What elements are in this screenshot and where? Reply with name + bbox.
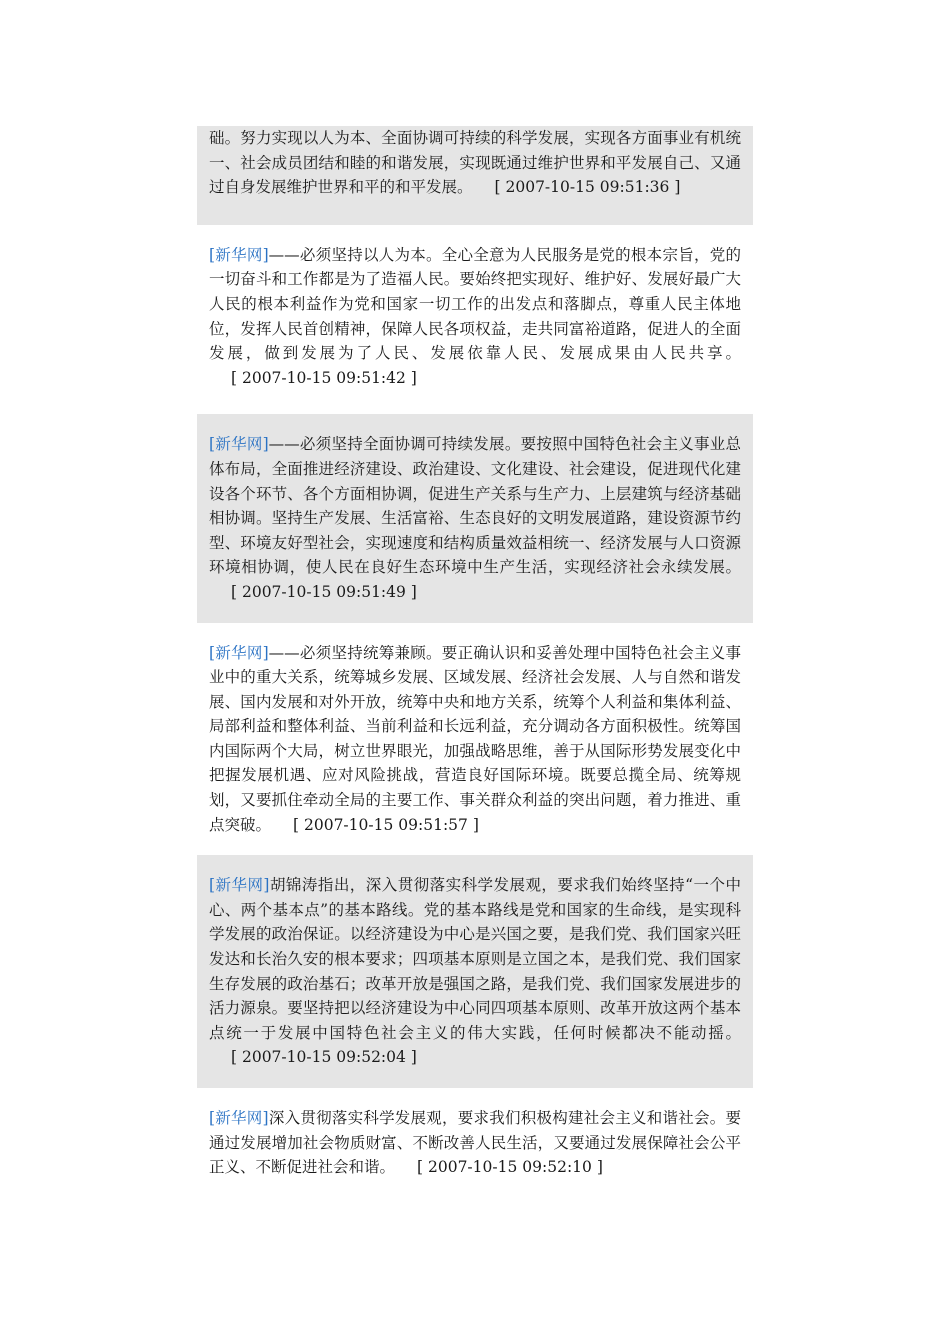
news-entry xyxy=(197,1088,753,1198)
news-entry xyxy=(197,623,753,856)
entry-timestamp: [ 2007-10-15 09:51:42 ] xyxy=(231,368,417,387)
entry-text: ——必须坚持全面协调可持续发展。要按照中国特色社会主义事业总体布局，全面推进经济建设、政治建设、文化建设、社会建设，促进现代化建设各个环节、各个方面相协调，促进生产关系与生产力、上层建筑与经济基础相协调。坚持生产发展、生活富裕、生态良好的文明发展道路，建设资源节约型、环境友好型社会，实现速度和结构质量效益相统一、经济发展与人口资源环境相协调，使人民在良好生态环境中生产生活，实现经济社会永续发展。 xyxy=(209,435,741,577)
news-entry xyxy=(197,414,753,622)
source-tag: [新华网] xyxy=(209,1109,269,1127)
entry-text: 胡锦涛指出，深入贯彻落实科学发展观，要求我们始终坚持“一个中心、两个基本点”的基本路线。党的基本路线是党和国家的生命线，是实现科学发展的政治保证。以经济建设为中心是兴国之要，是我们党、我们国家兴旺发达和长治久安的根本要求；四项基本原则是立国之本，是我们党、我们国家生存发展的政治基石；改革开放是强国之路，是我们党、我们国家发展进步的活力源泉。要坚持把以经济建设为中心同四项基本原则、改革开放这两个基本点统一于发展中国特色社会主义的伟大实践，任何时候都决不能动摇。 xyxy=(209,876,741,1042)
source-tag: [新华网] xyxy=(209,876,270,895)
entry-timestamp: [ 2007-10-15 09:51:49 ] xyxy=(231,582,417,601)
entry-timestamp: [ 2007-10-15 09:51:57 ] xyxy=(293,815,479,834)
entry-timestamp: [ 2007-10-15 09:52:04 ] xyxy=(231,1048,417,1067)
entry-text: 础。努力实现以人为本、全面协调可持续的科学发展，实现各方面事业有机统一、社会成员团结和睦的和谐发展，实现既通过维护世界和平发展自己、又通过自身发展维护世界和平的和平发展。 xyxy=(209,129,741,197)
source-tag: [新华网] xyxy=(209,245,269,264)
entry-text: 深入贯彻落实科学发展观，要求我们积极构建社会主义和谐社会。要通过发展增加社会物质财富、不断改善人民生活，又要通过发展保障社会公平正义、不断促进社会和谐。 xyxy=(209,1109,741,1177)
news-entry xyxy=(197,855,753,1088)
news-entry xyxy=(197,126,753,225)
source-tag: [新华网] xyxy=(209,435,269,454)
entry-text: ——必须坚持统筹兼顾。要正确认识和妥善处理中国特色社会主义事业中的重大关系，统筹城乡发展、区域发展、经济社会发展、人与自然和谐发展、国内发展和对外开放，统筹中央和地方关系，统筹个人利益和集体利益、局部利益和整体利益、当前利益和长远利益，充分调动各方面积极性。统筹国内国际两个大局，树立世界眼光，加强战略思维，善于从国际形势发展变化中把握发展机遇、应对风险挑战，营造良好国际环境。既要总揽全局、统筹规划，又要抓住牵动全局的主要工作、事关群众利益的突出问题，着力推进、重点突破。 xyxy=(209,643,741,834)
entry-timestamp: [ 2007-10-15 09:52:10 ] xyxy=(417,1158,603,1177)
entry-timestamp: [ 2007-10-15 09:51:36 ] xyxy=(494,178,681,197)
news-entry xyxy=(197,225,753,415)
source-tag: [新华网] xyxy=(209,643,269,662)
news-feed xyxy=(197,126,753,1198)
entry-text: ——必须坚持以人为本。全心全意为人民服务是党的根本宗旨，党的一切奋斗和工作都是为了造福人民。要始终把实现好、维护好、发展好最广大人民的根本利益作为党和国家一切工作的出发点和落脚点，尊重人民主体地位，发挥人民首创精神，保障人民各项权益，走共同富裕道路，促进人的全面发展，做到发展为了人民、发展依靠人民、发展成果由人民共享。 xyxy=(209,245,741,363)
